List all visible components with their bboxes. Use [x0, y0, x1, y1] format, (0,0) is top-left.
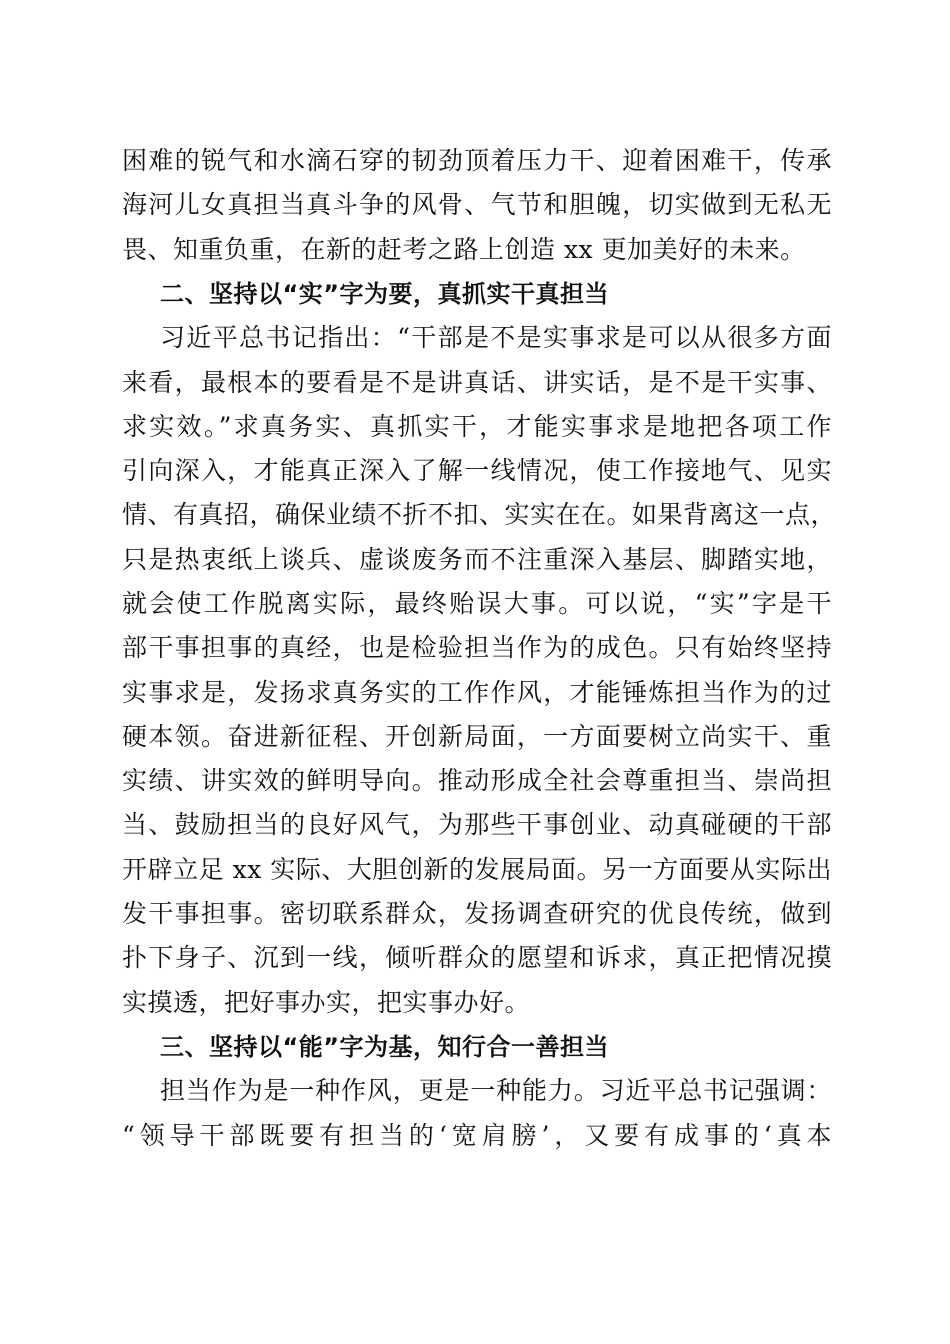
paragraph-2-line-10: 硬本领。奋进新征程、开创新局面，一方面要树立尚实干、重: [122, 722, 832, 751]
paragraph-3-line-2: “领导干部既要有担当的‘宽肩膀’，又要有成事的‘真本: [122, 1121, 832, 1150]
section-heading-3: 三、坚持以“能”字为基，知行合一善担当: [160, 1033, 610, 1061]
paragraph-2-line-6: 只是热衷纸上谈兵、虚谈废务而不注重深入基层、脚踏实地，: [122, 545, 832, 574]
paragraph-2-line-14: 发干事担事。密切联系群众，发扬调查研究的优良传统，做到: [122, 899, 832, 928]
paragraph-1-line-3: 畏、知重负重，在新的赶考之路上创造 xx 更加美好的未来。: [122, 235, 806, 264]
paragraph-2-line-13: 开辟立足 xx 实际、大胆创新的发展局面。另一方面要从实际出: [122, 855, 832, 884]
paragraph-2-line-9: 实事求是，发扬求真务实的工作作风，才能锤炼担当作为的过: [122, 678, 832, 707]
paragraph-2-line-3: 求实效。”求真务实、真抓实干，才能实事求是地把各项工作: [122, 412, 832, 441]
section-heading-2: 二、坚持以“实”字为要，真抓实干真担当: [160, 280, 610, 308]
paragraph-1-line-1: 困难的锐气和水滴石穿的韧劲顶着压力干、迎着困难干，传承: [122, 146, 832, 175]
paragraph-2-line-16: 实摸透，把好事办实，把实事办好。: [122, 988, 531, 1017]
paragraph-2-line-12: 当、鼓励担当的良好风气，为那些干事创业、动真碰硬的干部: [122, 810, 832, 839]
paragraph-3-line-1: 担当作为是一种作风，更是一种能力。习近平总书记强调：: [160, 1076, 832, 1105]
paragraph-2-line-11: 实绩、讲实效的鲜明导向。推动形成全社会尊重担当、崇尚担: [122, 766, 832, 795]
paragraph-2-line-4: 引向深入，才能真正深入了解一线情况，使工作接地气、见实: [122, 456, 832, 485]
paragraph-2-line-2: 来看，最根本的要看是不是讲真话、讲实话，是不是干实事、: [122, 368, 832, 397]
paragraph-2-line-8: 部干事担事的真经，也是检验担当作为的成色。只有始终坚持: [122, 633, 832, 662]
paragraph-2-line-7: 就会使工作脱离实际，最终贻误大事。可以说，“实”字是干: [122, 589, 832, 618]
paragraph-2-line-5: 情、有真招，确保业绩不折不扣、实实在在。如果背离这一点，: [122, 500, 837, 529]
paragraph-1-line-2: 海河儿女真担当真斗争的风骨、气节和胆魄，切实做到无私无: [122, 190, 832, 219]
paragraph-2-line-1: 习近平总书记指出：“干部是不是实事求是可以从很多方面: [160, 323, 832, 352]
paragraph-2-line-15: 扑下身子、沉到一线，倾听群众的愿望和诉求，真正把情况摸: [122, 943, 832, 972]
